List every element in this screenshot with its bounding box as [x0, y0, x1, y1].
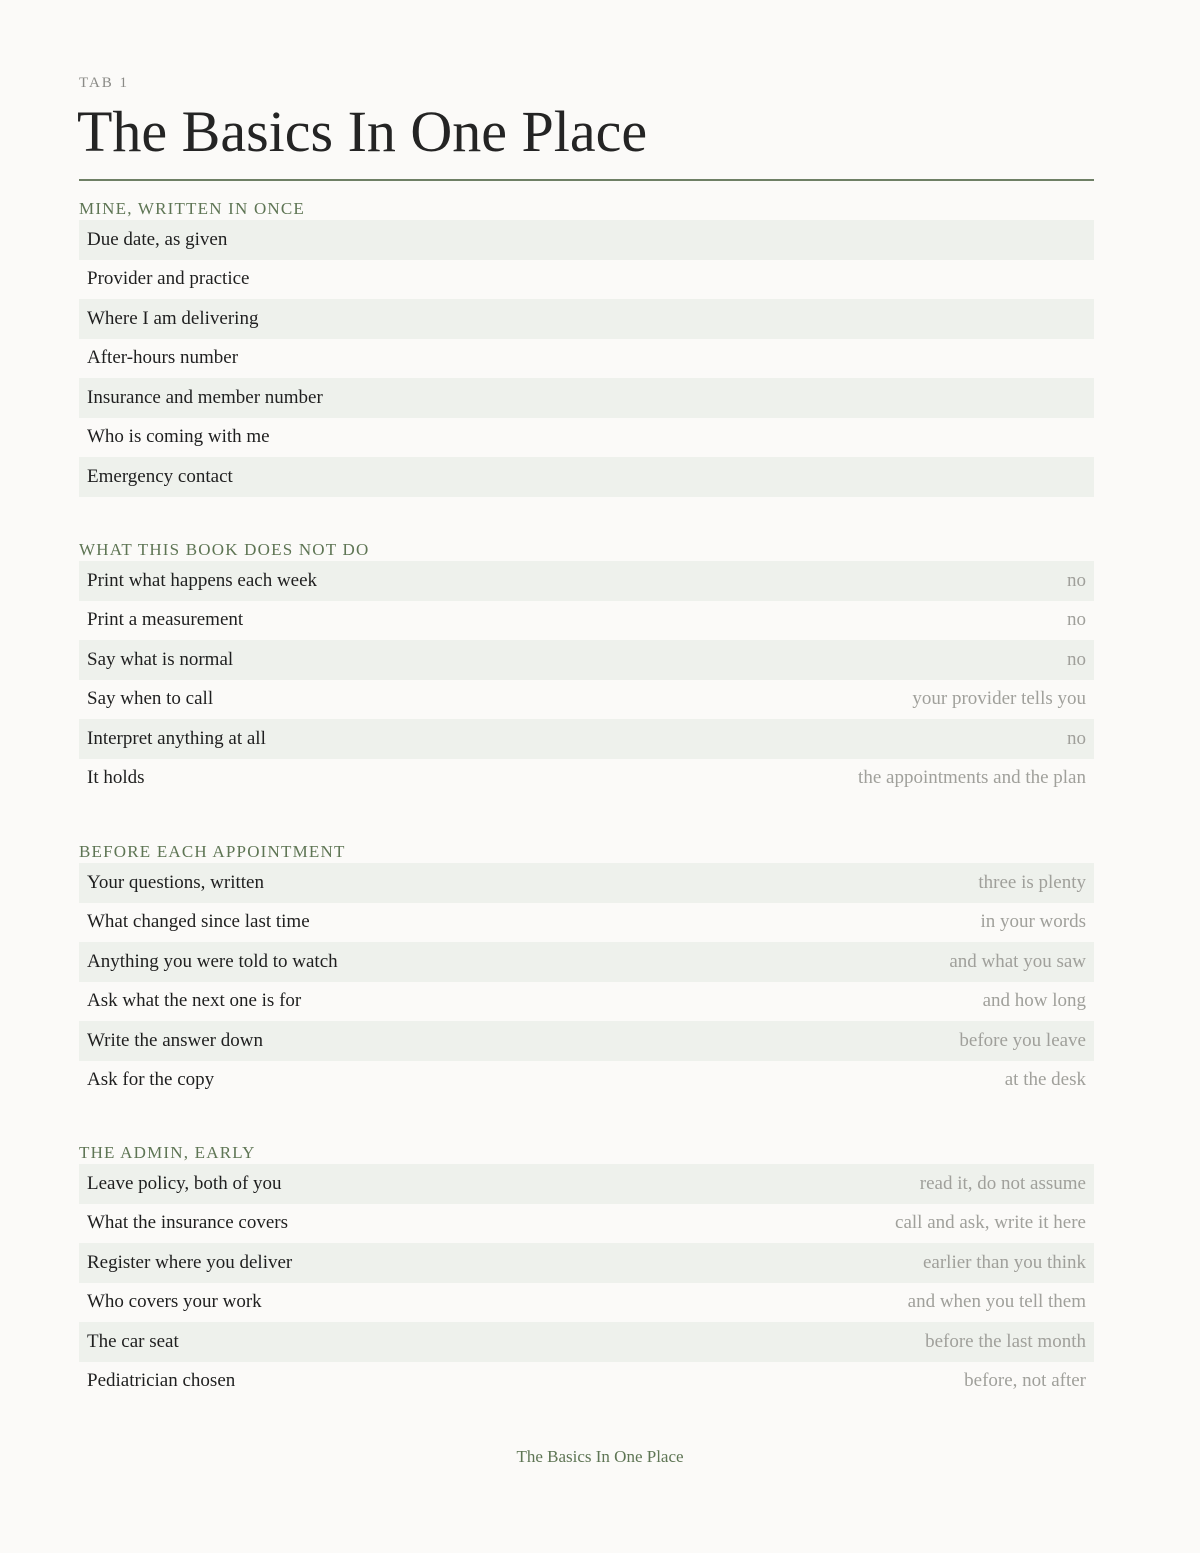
row-label: After-hours number	[87, 347, 239, 369]
row-label: Who covers your work	[87, 1291, 262, 1313]
row-label: Due date, as given	[87, 228, 228, 250]
list-row	[79, 457, 1094, 497]
section-heading: THE ADMIN, EARLY	[79, 1143, 256, 1162]
page-title: The Basics In One Place	[77, 99, 648, 164]
row-label: Interpret anything at all	[87, 727, 266, 749]
row-label: Write the answer down	[87, 1029, 263, 1051]
list-row	[79, 561, 1094, 601]
list-row	[79, 680, 1094, 720]
row-note: no	[1067, 648, 1086, 670]
list-row	[79, 759, 1094, 799]
row-note: before, not after	[964, 1370, 1086, 1392]
row-note: at the desk	[1004, 1069, 1086, 1091]
row-label: Provider and practice	[87, 268, 250, 290]
row-note: three is plenty	[978, 871, 1086, 893]
list-row	[79, 982, 1094, 1022]
section-before-each-appointment	[79, 842, 1094, 1100]
list-row	[79, 863, 1094, 903]
list-row	[79, 378, 1094, 418]
row-note: no	[1067, 609, 1086, 631]
row-label: Ask for the copy	[87, 1069, 215, 1091]
page-footer: The Basics In One Place	[516, 1447, 684, 1466]
row-note: and what you saw	[949, 950, 1086, 972]
row-note: no	[1067, 727, 1086, 749]
row-note: earlier than you think	[922, 1251, 1086, 1273]
list-row	[79, 299, 1094, 339]
title-divider	[79, 179, 1094, 181]
list-row	[79, 601, 1094, 641]
row-label: Your questions, written	[87, 871, 264, 893]
row-label: Print a measurement	[87, 609, 244, 631]
section-the-admin-early	[79, 1143, 1094, 1401]
row-label: Say what is normal	[87, 648, 234, 670]
row-note: the appointments and the plan	[858, 767, 1086, 789]
row-note: and when you tell them	[907, 1291, 1086, 1313]
list-row	[79, 1164, 1094, 1204]
section-mine-written-in-once	[79, 199, 1094, 497]
list-row	[79, 1204, 1094, 1244]
row-label: Register where you deliver	[87, 1251, 293, 1273]
row-note: and how long	[982, 990, 1086, 1012]
row-note: read it, do not assume	[919, 1172, 1086, 1194]
row-label: The car seat	[87, 1330, 179, 1352]
list-row	[79, 719, 1094, 759]
list-row	[79, 1362, 1094, 1402]
list-row	[79, 220, 1094, 260]
section-heading: BEFORE EACH APPOINTMENT	[79, 842, 346, 861]
row-label: Leave policy, both of you	[87, 1172, 282, 1194]
row-note: no	[1067, 569, 1086, 591]
row-label: Anything you were told to watch	[87, 950, 338, 972]
list-row	[79, 942, 1094, 982]
list-row	[79, 640, 1094, 680]
row-label: What the insurance covers	[87, 1212, 288, 1234]
tab-label: TAB 1	[79, 75, 130, 91]
row-label: It holds	[87, 767, 145, 789]
row-label: Who is coming with me	[87, 426, 270, 448]
row-label: Pediatrician chosen	[87, 1370, 236, 1392]
list-row	[79, 1283, 1094, 1323]
list-row	[79, 1061, 1094, 1101]
row-note: call and ask, write it here	[895, 1212, 1086, 1234]
row-label: What changed since last time	[87, 911, 310, 933]
row-label: Emergency contact	[87, 465, 233, 487]
row-label: Print what happens each week	[87, 569, 318, 591]
list-row	[79, 1243, 1094, 1283]
row-note: your provider tells you	[912, 688, 1086, 710]
row-note: before you leave	[959, 1029, 1086, 1051]
list-row	[79, 1322, 1094, 1362]
section-what-this-book-does-not-do	[79, 540, 1094, 798]
list-row	[79, 1021, 1094, 1061]
list-row	[79, 903, 1094, 943]
row-note: in your words	[980, 911, 1086, 933]
row-label: Insurance and member number	[87, 386, 323, 408]
row-label: Where I am delivering	[87, 307, 259, 329]
list-row	[79, 260, 1094, 300]
section-heading: WHAT THIS BOOK DOES NOT DO	[79, 540, 370, 559]
section-heading: MINE, WRITTEN IN ONCE	[79, 199, 306, 218]
list-row	[79, 339, 1094, 379]
row-label: Ask what the next one is for	[87, 990, 302, 1012]
row-note: before the last month	[925, 1330, 1086, 1352]
row-label: Say when to call	[87, 688, 214, 710]
list-row	[79, 418, 1094, 458]
